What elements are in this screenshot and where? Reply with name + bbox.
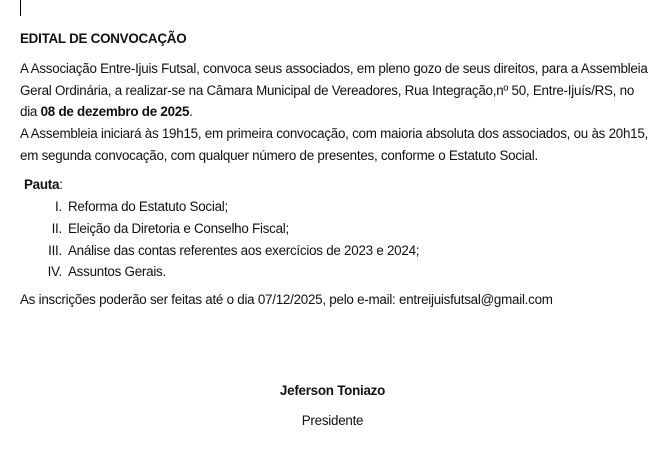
signatory-role: Presidente: [301, 413, 364, 428]
agenda-colon: :: [59, 177, 63, 192]
item-text: Análise das contas referentes aos exercícios de 2023 e 2024;: [68, 242, 420, 258]
item-text: Eleição da Diretoria e Conselho Fiscal;: [68, 220, 289, 236]
agenda-label: Pauta: [24, 177, 60, 192]
meeting-date: 08 de dezembro de 2025: [40, 104, 190, 119]
schedule-paragraph: A Assembleia iniciará às 19h15, em primeira convocação, com maioria absoluta dos associados, ou às 20h15, em segunda convocação, com qualquer número de presentes, conforme o Estatuto Social.: [20, 126, 649, 163]
paragraph-text: A Associação Entre-Ijuis Futsal, convoca seus associados, em pleno gozo de seus direitos, para a Assembleia Geral Ordinária, a realizar-se na Câmara Municipal de Vereadores, Rua Integração,nº 50, Entre-Ijuís/RS, no dia: [20, 61, 648, 119]
convocation-paragraph: [20, 58, 650, 123]
registration-note: As inscrições poderão ser feitas até o dia 07/12/2025, pelo e-mail: entreijuisfutsal@gmail.com: [20, 292, 553, 307]
item-number: I.: [55, 199, 62, 214]
item-text: Assuntos Gerais.: [68, 264, 166, 280]
text-cursor: [20, 0, 21, 16]
item-number: IV.: [47, 264, 62, 280]
signatory-name: Jeferson Toniazo: [279, 383, 386, 398]
item-number: II.: [51, 220, 62, 236]
agenda-heading: [24, 177, 63, 192]
item-number: III.: [48, 242, 62, 258]
document-title: EDITAL DE CONVOCAÇÃO: [20, 31, 187, 46]
paragraph-end: .: [189, 104, 193, 119]
item-text: Reforma do Estatuto Social;: [68, 199, 228, 214]
